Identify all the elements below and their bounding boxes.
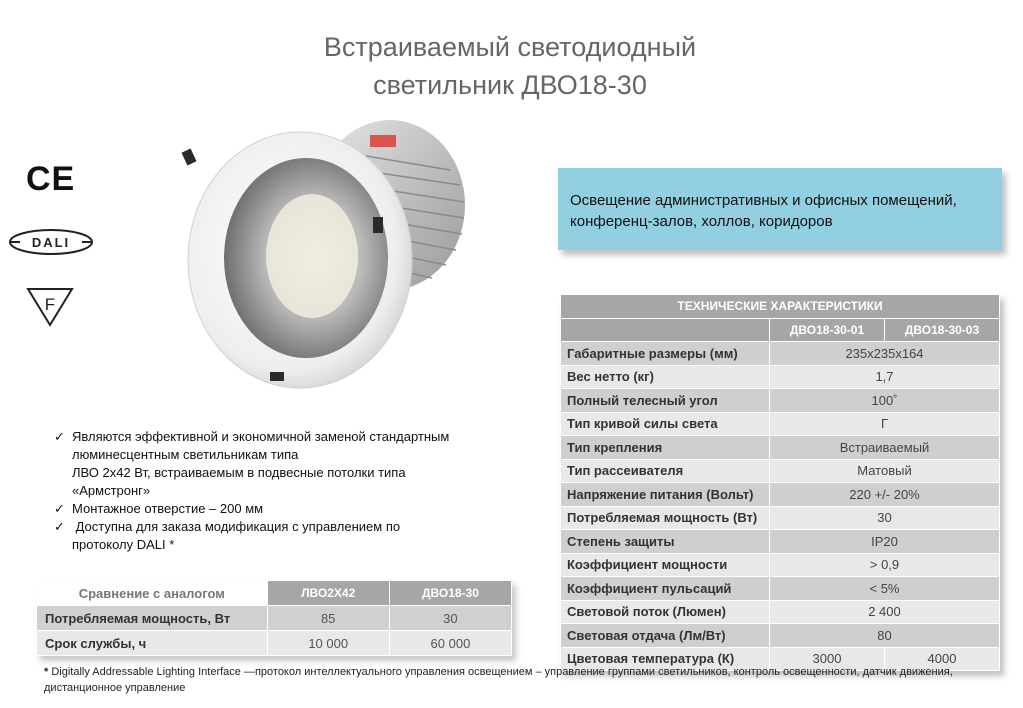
dali-logo-icon xyxy=(8,228,94,256)
comparison-label: Потребляемая мощность, Вт xyxy=(37,606,268,631)
spec-label: Степень защиты xyxy=(561,530,770,554)
checkmark-icon: ✓ xyxy=(54,501,65,516)
table-row xyxy=(561,483,1000,507)
list-item-line: Доступна для заказа модификация с управлением по xyxy=(72,519,401,534)
comparison-title: Сравнение с аналогом xyxy=(37,581,268,606)
list-item xyxy=(52,500,522,518)
footnote-text: Digitally Addressable Lighting Interface —протокол интеллектуального управления освещением – управление группами светильников, контроль освещенности, датчик движения, дистанционное управление xyxy=(44,666,953,694)
table-row xyxy=(561,553,1000,577)
spec-label: Световая отдача (Лм/Вт) xyxy=(561,624,770,648)
spec-value: Встраиваемый xyxy=(770,436,1000,460)
f-mark-icon xyxy=(26,286,74,328)
spec-label: Габаритные размеры (мм) xyxy=(561,342,770,366)
table-row xyxy=(561,389,1000,413)
table-row xyxy=(561,600,1000,624)
list-item xyxy=(52,428,522,500)
spec-model-1: ДВО18-30-01 xyxy=(770,318,885,342)
list-item xyxy=(52,518,522,554)
spec-label: Полный телесный угол xyxy=(561,389,770,413)
comparison-value: 60 000 xyxy=(389,631,511,656)
spec-value: 235x235x164 xyxy=(770,342,1000,366)
table-row xyxy=(561,412,1000,436)
table-row xyxy=(561,342,1000,366)
spec-value: 3000 xyxy=(770,647,885,671)
title-line-1: Встраиваемый светодиодный xyxy=(323,32,697,62)
feature-list xyxy=(52,428,522,554)
comparison-col-2: ДВО18-30 xyxy=(389,581,511,606)
spec-value: 1,7 xyxy=(770,365,1000,389)
footnote xyxy=(44,664,1004,696)
comparison-col-1: ЛВО2Х42 xyxy=(267,581,389,606)
spec-value: 30 xyxy=(770,506,1000,530)
footnote-mark: * xyxy=(44,666,49,678)
list-item-line: люминесцентным светильникам типа xyxy=(72,447,299,462)
spec-value: 80 xyxy=(770,624,1000,648)
table-row xyxy=(561,624,1000,648)
downlight-product-image xyxy=(180,110,480,390)
table-row xyxy=(37,606,512,631)
spec-value: 4000 xyxy=(885,647,1000,671)
list-item-line: Являются эффективной и экономичной заменой стандартным xyxy=(72,429,450,444)
ce-mark-icon: CE xyxy=(26,160,76,198)
list-item-line: «Армстронг» xyxy=(72,483,151,498)
spec-table-corner xyxy=(561,318,770,342)
spec-value: Г xyxy=(770,412,1000,436)
table-row xyxy=(561,577,1000,601)
spec-label: Вес нетто (кг) xyxy=(561,365,770,389)
f-mark-text: F xyxy=(44,295,56,314)
spec-label: Коэффициент мощности xyxy=(561,553,770,577)
comparison-value: 85 xyxy=(267,606,389,631)
dali-logo-text: DALI xyxy=(31,235,71,250)
spec-label: Потребляемая мощность (Вт) xyxy=(561,506,770,530)
comparison-label: Срок службы, ч xyxy=(37,631,268,656)
spec-label: Тип крепления xyxy=(561,436,770,460)
spec-value: < 5% xyxy=(770,577,1000,601)
table-row xyxy=(561,459,1000,483)
checkmark-icon: ✓ xyxy=(54,519,65,534)
spec-label: Тип кривой силы света xyxy=(561,412,770,436)
checkmark-icon: ✓ xyxy=(54,429,65,444)
comparison-table xyxy=(36,580,512,656)
comparison-value: 30 xyxy=(389,606,511,631)
title-line-2: светильник ДВО18-30 xyxy=(373,70,647,100)
table-row xyxy=(561,506,1000,530)
spec-label: Световой поток (Люмен) xyxy=(561,600,770,624)
page-title xyxy=(200,28,820,104)
spec-table xyxy=(560,294,1000,671)
spec-table-title: ТЕХНИЧЕСКИЕ ХАРАКТЕРИСТИКИ xyxy=(561,295,1000,319)
spec-label: Тип рассеивателя xyxy=(561,459,770,483)
comparison-value: 10 000 xyxy=(267,631,389,656)
spec-value: IP20 xyxy=(770,530,1000,554)
spec-label: Цветовая температура (К) xyxy=(561,647,770,671)
table-row xyxy=(37,631,512,656)
spec-label: Коэффициент пульсаций xyxy=(561,577,770,601)
spec-model-2: ДВО18-30-03 xyxy=(885,318,1000,342)
table-row xyxy=(561,530,1000,554)
spec-label: Напряжение питания (Вольт) xyxy=(561,483,770,507)
table-row xyxy=(561,365,1000,389)
spec-value: > 0,9 xyxy=(770,553,1000,577)
list-item-line: протоколу DALI * xyxy=(72,537,175,552)
usage-callout: Освещение административных и офисных помещений, конференц-залов, холлов, коридоров xyxy=(558,168,1002,250)
spec-value: 2 400 xyxy=(770,600,1000,624)
spec-value: Матовый xyxy=(770,459,1000,483)
spec-value: 100˚ xyxy=(770,389,1000,413)
spec-value: 220 +/- 20% xyxy=(770,483,1000,507)
table-row xyxy=(561,436,1000,460)
list-item-line: Монтажное отверстие – 200 мм xyxy=(72,501,264,516)
list-item-line: ЛВО 2x42 Вт, встраиваемым в подвесные потолки типа xyxy=(72,465,406,480)
